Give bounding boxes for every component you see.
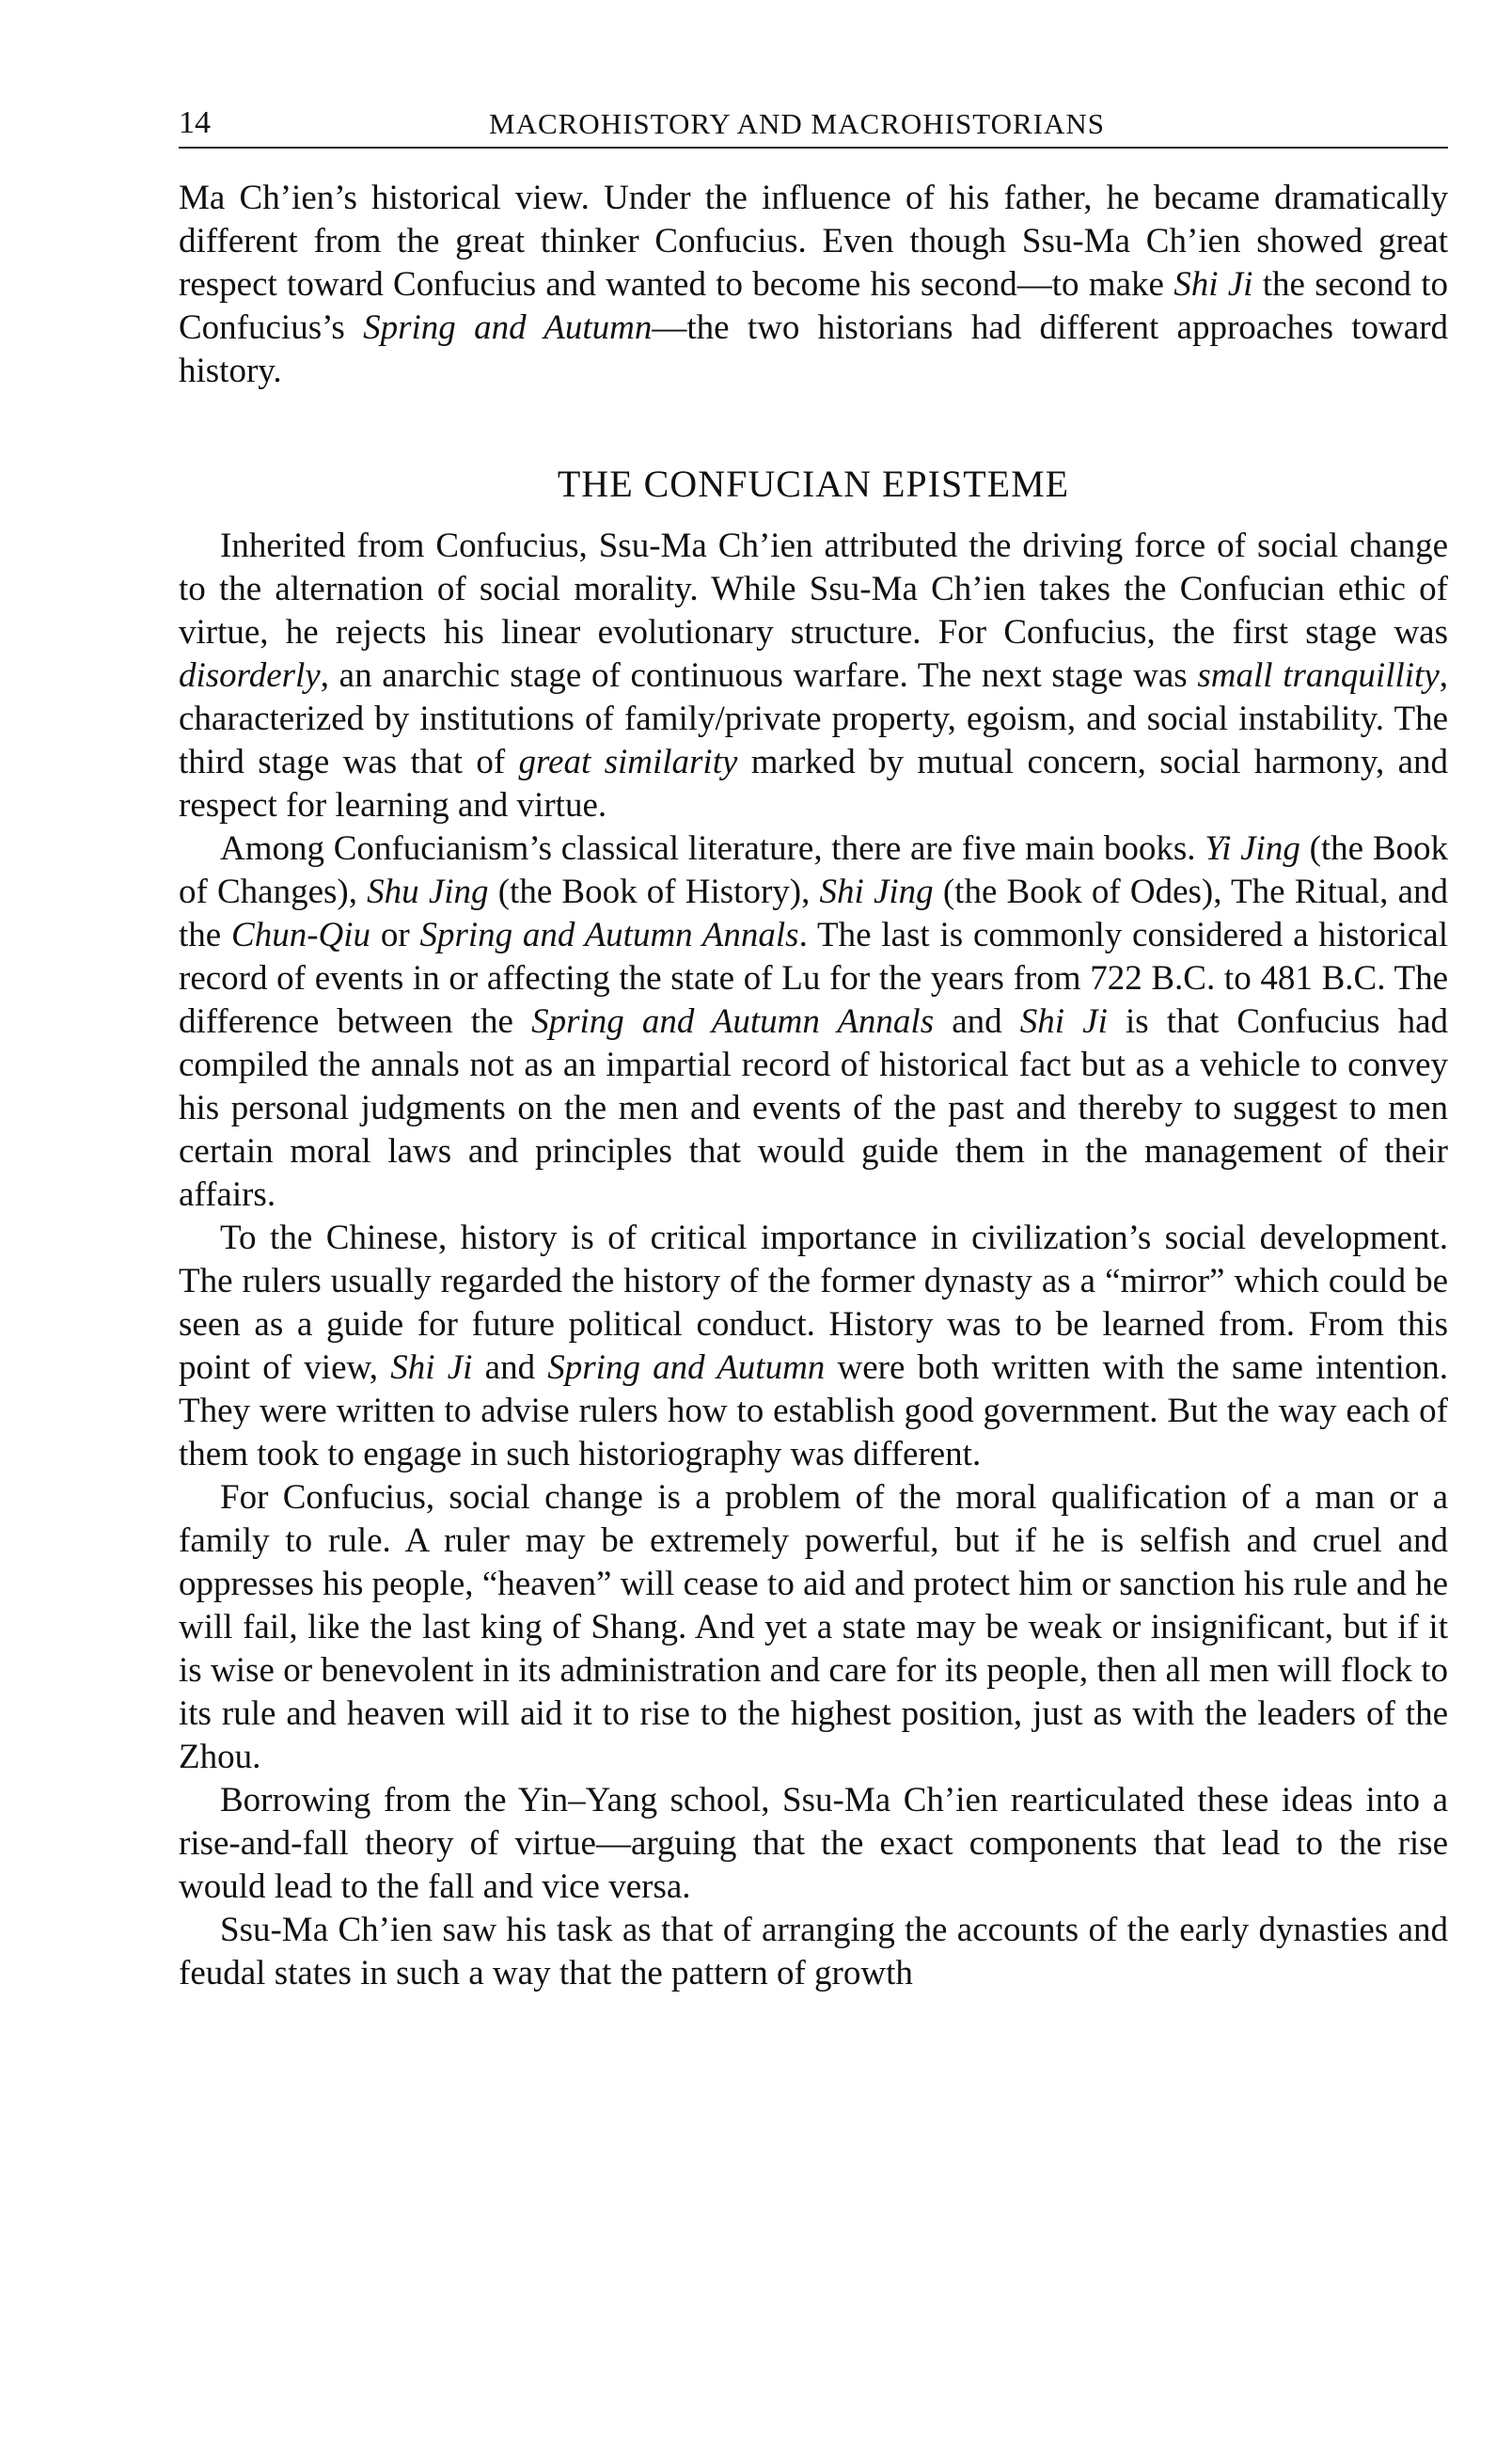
paragraph-3	[179, 1217, 1448, 1476]
p1-text-a: Inherited from Confucius, Ssu-Ma Ch’ien attributed the driving force of social change to the alternation of social morality. While Ssu-Ma Ch’ien takes the Confucian ethic of virtue, he rejects his linear evolutionary structure. For Confucius, the first stage was	[179, 527, 1448, 652]
p2-italic-j: Spring and Autumn Annals	[419, 916, 799, 954]
p2-text-c: (the Book of Changes),	[179, 829, 1449, 911]
p1-italic-b: disorderly	[179, 656, 321, 695]
intro-text-1: Ma Ch’ien’s historical view. Under the influence of his father, he became dramatically different from the great thinker Confucius. Even though Ssu-Ma Ch’ien showed great respect toward Confucius and wanted to become his second—to make	[179, 179, 1448, 304]
p2-text-k: . The last is commonly considered a historical record of events in or affecting the state of Lu for the years from 722 B.C. to 481 B.C. The difference between the	[179, 916, 1449, 1041]
p1-italic-f: great similarity	[518, 743, 738, 781]
p1-text-e: , characterized by institutions of family/private property, egoism, and social instability. The third stage was that of	[179, 656, 1448, 781]
intro-italic-1: Shi Ji	[1173, 265, 1253, 304]
book-page	[179, 103, 1448, 1995]
section-heading: THE CONFUCIAN EPISTEME	[557, 463, 1070, 505]
p1-text-g: marked by mutual concern, social harmony, and respect for learning and virtue.	[179, 743, 1448, 825]
p2-italic-n: Shi Ji	[1019, 1002, 1108, 1041]
intro-italic-2: Spring and Autumn	[363, 308, 653, 347]
p2-italic-l: Spring and Autumn Annals	[531, 1002, 935, 1041]
intro-paragraph	[179, 177, 1448, 393]
p1-text-c: , an anarchic stage of continuous warfare. The next stage was	[320, 656, 1198, 695]
p2-italic-h: Chun-Qiu	[231, 916, 371, 954]
p3-text-a: To the Chinese, history is of critical importance in civilization’s social development. The rulers usually regarded the history of the former dynasty as a “mirror” which could be seen as a guide for future political conduct. History was to be learned from. From this point of view,	[179, 1219, 1448, 1387]
p3-italic-b: Shi Ji	[390, 1348, 473, 1387]
p5-text-a: Borrowing from the Yin–Yang school, Ssu-Ma Ch’ien rearticulated these ideas into a rise-and-fall theory of virtue—arguing that the exact components that lead to the rise would lead to the fall and vice versa.	[179, 1781, 1448, 1906]
running-head	[179, 103, 1448, 149]
running-title: MACROHISTORY AND MACROHISTORIANS	[489, 107, 1105, 140]
paragraph-1	[179, 525, 1448, 827]
paragraph-6	[179, 1909, 1448, 1995]
p2-text-e: (the Book of History),	[488, 873, 820, 911]
intro-text-2: the second to Confucius’s	[179, 265, 1448, 347]
page-number: 14	[179, 105, 211, 140]
p2-text-m: and	[934, 1002, 1020, 1041]
p1-italic-d: small tranquillity	[1197, 656, 1440, 695]
p3-text-e: were both written with the same intention. They were written to advise rulers how to establish good government. But the way each of them took to engage in such historiography was different.	[179, 1348, 1448, 1473]
paragraph-5	[179, 1779, 1448, 1909]
p2-text-i: or	[370, 916, 420, 954]
paragraph-2	[179, 827, 1448, 1217]
p2-italic-f: Shi Jing	[819, 873, 934, 911]
p3-text-c: and	[472, 1348, 548, 1387]
p2-italic-d: Shu Jing	[367, 873, 489, 911]
p2-text-o: is that Confucius had compiled the annals not as an impartial record of historical fact but as a vehicle to convey his personal judgments on the men and events of the past and thereby to suggest to men certain moral laws and principles that would guide them in the management of their affairs.	[179, 1002, 1448, 1214]
p2-text-g: (the Book of Odes), The Ritual, and the	[179, 873, 1448, 954]
main-text	[179, 177, 1448, 1995]
p4-text-a: For Confucius, social change is a problem of the moral qualification of a man or a family to rule. A ruler may be extremely powerful, but if he is selfish and cruel and oppresses his people, “heaven” will cease to aid and protect him or sanction his rule and he will fail, like the last king of Shang. And yet a state may be weak or insignificant, but if it is wise or benevolent in its administration and care for its people, then all men will flock to its rule and heaven will aid it to rise to the highest position, just as with the leaders of the Zhou.	[179, 1478, 1448, 1776]
intro-text-3: —the two historians had different approaches toward history.	[179, 308, 1449, 390]
paragraph-4	[179, 1476, 1448, 1779]
p3-italic-d: Spring and Autumn	[547, 1348, 826, 1387]
p2-text-a: Among Confucianism’s classical literature, there are five main books.	[220, 829, 1205, 868]
p2-italic-b: Yi Jing	[1205, 829, 1300, 868]
p6-text-a: Ssu-Ma Ch’ien saw his task as that of arranging the accounts of the early dynasties and feudal states in such a way that the pattern of growth	[179, 1911, 1448, 1992]
